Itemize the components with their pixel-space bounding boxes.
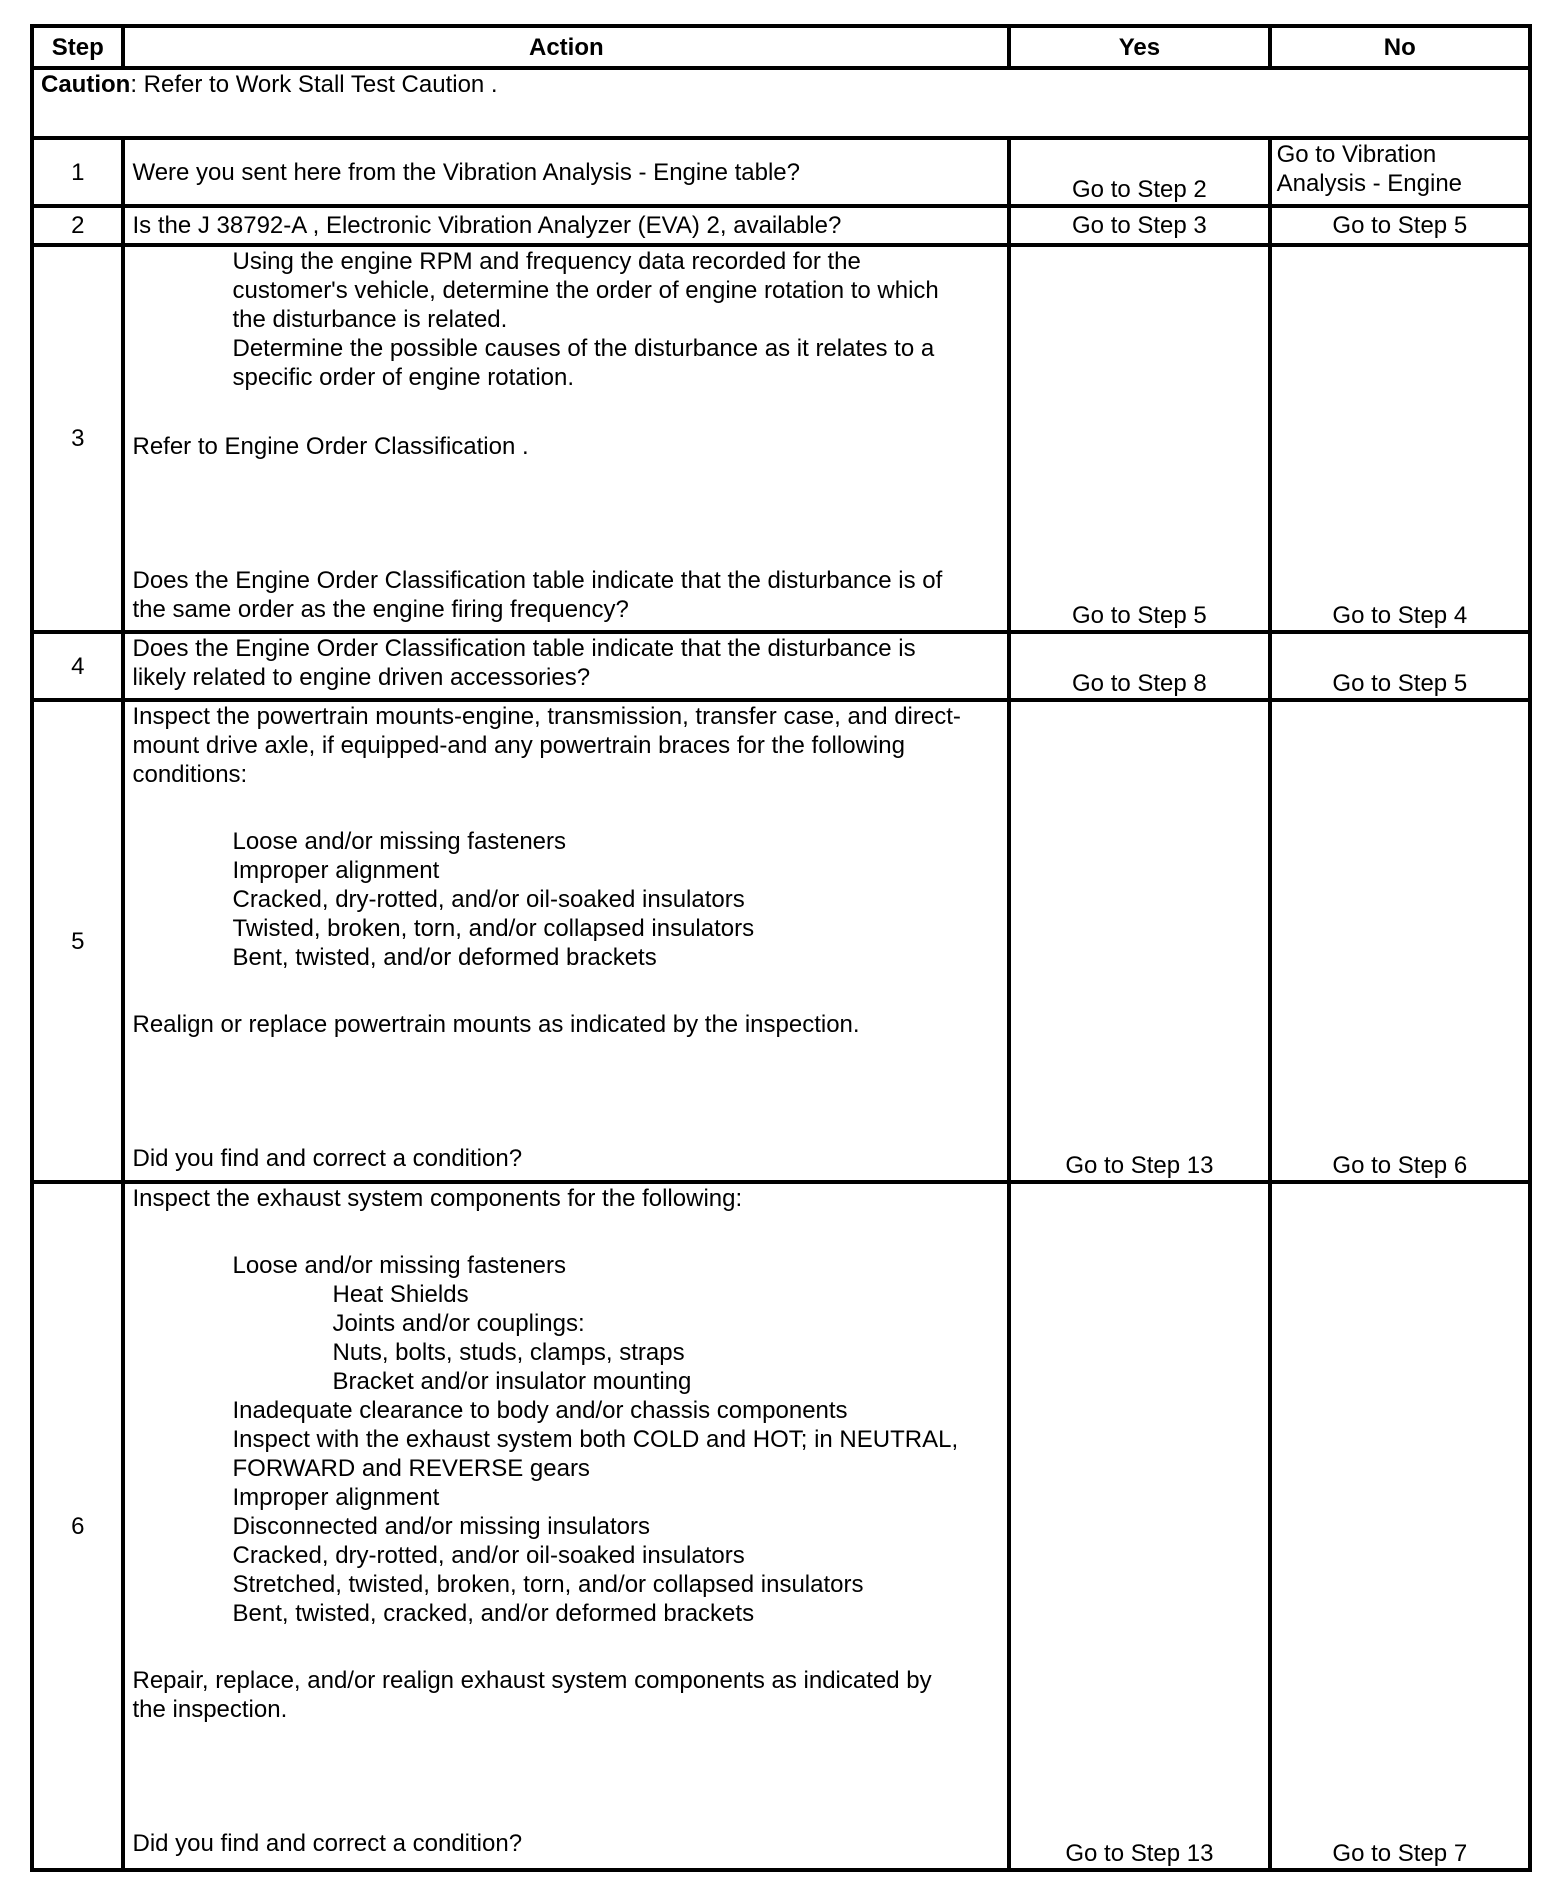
step-number: 1 bbox=[32, 138, 123, 206]
header-row bbox=[32, 26, 1530, 68]
question-text: the same order as the engine firing frequency? bbox=[132, 596, 629, 623]
table-row bbox=[32, 1182, 1530, 1870]
step-number: 5 bbox=[32, 700, 123, 1182]
no-cell: Go to Step 5 bbox=[1270, 206, 1530, 245]
header-yes: Yes bbox=[1009, 26, 1269, 68]
sub-bullet-item: Bracket and/or insulator mounting bbox=[332, 1368, 692, 1395]
bullet-item: Bent, twisted, and/or deformed brackets bbox=[232, 944, 657, 971]
action-cell bbox=[123, 700, 1009, 1182]
bullet-item: Cracked, dry-rotted, and/or oil-soaked insulators bbox=[232, 1542, 745, 1569]
step-number: 4 bbox=[32, 632, 123, 700]
action-cell bbox=[123, 1182, 1009, 1870]
no-cell: Go to Step 5 bbox=[1270, 632, 1530, 700]
caution-text: : Refer to Work Stall Test Caution . bbox=[130, 71, 498, 98]
yes-cell: Go to Step 8 bbox=[1009, 632, 1269, 700]
header-action: Action bbox=[123, 26, 1009, 68]
bullet-item: specific order of engine rotation. bbox=[232, 364, 575, 391]
yes-cell: Go to Step 2 bbox=[1009, 138, 1269, 206]
caution-row bbox=[32, 68, 1530, 138]
bullet-item: Inadequate clearance to body and/or chassis components bbox=[232, 1397, 848, 1424]
no-cell: Go to Step 4 bbox=[1270, 245, 1530, 632]
repair-text: Realign or replace powertrain mounts as indicated by the inspection. bbox=[132, 1011, 860, 1038]
question-text: Does the Engine Order Classification table indicate that the disturbance is of bbox=[132, 567, 943, 594]
bullet-item: the disturbance is related. bbox=[232, 306, 508, 333]
repair-text: the inspection. bbox=[132, 1696, 288, 1723]
no-line: Analysis - Engine bbox=[1276, 170, 1463, 197]
table-row bbox=[32, 138, 1530, 206]
table-row bbox=[32, 245, 1530, 632]
bullet-item: Improper alignment bbox=[232, 857, 440, 884]
bullet-item: Inspect with the exhaust system both COLD and HOT; in NEUTRAL, bbox=[232, 1426, 959, 1453]
question-text: Is the J 38792-A , Electronic Vibration Analyzer (EVA) 2, available? bbox=[132, 212, 842, 239]
bullet-item: Disconnected and/or missing insulators bbox=[232, 1513, 651, 1540]
yes-cell: Go to Step 3 bbox=[1009, 206, 1269, 245]
sub-bullet-item: Joints and/or couplings: bbox=[332, 1310, 585, 1337]
action-cell bbox=[123, 632, 1009, 700]
bullet-item: Determine the possible causes of the disturbance as it relates to a bbox=[232, 335, 935, 362]
diagnostic-table bbox=[30, 24, 1532, 1872]
table-row bbox=[32, 206, 1530, 245]
step-number: 6 bbox=[32, 1182, 123, 1870]
bullet-item: Bent, twisted, cracked, and/or deformed brackets bbox=[232, 1600, 755, 1627]
yes-cell: Go to Step 5 bbox=[1009, 245, 1269, 632]
intro-text: Inspect the exhaust system components for the following: bbox=[132, 1185, 743, 1212]
header-no: No bbox=[1270, 26, 1530, 68]
table-row bbox=[32, 632, 1530, 700]
intro-text: Inspect the powertrain mounts-engine, transmission, transfer case, and direct- bbox=[132, 703, 961, 730]
action-cell bbox=[123, 138, 1009, 206]
step-number: 2 bbox=[32, 206, 123, 245]
question-text: Does the Engine Order Classification table indicate that the disturbance is bbox=[132, 635, 916, 662]
yes-cell: Go to Step 13 bbox=[1009, 700, 1269, 1182]
bullet-item: FORWARD and REVERSE gears bbox=[232, 1455, 590, 1482]
no-cell bbox=[1270, 138, 1530, 206]
no-line: Go to Vibration bbox=[1276, 141, 1437, 168]
bullet-item: Using the engine RPM and frequency data recorded for the bbox=[232, 248, 861, 275]
question-text: Did you find and correct a condition? bbox=[132, 1830, 523, 1857]
refer-text: Refer to Engine Order Classification . bbox=[132, 433, 529, 460]
action-cell bbox=[123, 206, 1009, 245]
yes-cell: Go to Step 13 bbox=[1009, 1182, 1269, 1870]
sub-bullet-item: Nuts, bolts, studs, clamps, straps bbox=[332, 1339, 685, 1366]
question-text: Were you sent here from the Vibration Analysis - Engine table? bbox=[132, 158, 800, 186]
bullet-item: customer's vehicle, determine the order of engine rotation to which bbox=[232, 277, 939, 304]
action-cell bbox=[123, 245, 1009, 632]
caution-cell bbox=[32, 68, 1530, 138]
table-row bbox=[32, 700, 1530, 1182]
question-text: likely related to engine driven accessories? bbox=[132, 664, 591, 691]
step-number: 3 bbox=[32, 245, 123, 632]
caution-label: Caution bbox=[41, 71, 131, 98]
intro-text: mount drive axle, if equipped-and any powertrain braces for the following bbox=[132, 732, 905, 759]
bullet-item: Cracked, dry-rotted, and/or oil-soaked insulators bbox=[232, 886, 745, 913]
repair-text: Repair, replace, and/or realign exhaust system components as indicated by bbox=[132, 1667, 932, 1694]
bullet-item: Stretched, twisted, broken, torn, and/or collapsed insulators bbox=[232, 1571, 864, 1598]
header-step: Step bbox=[32, 26, 123, 68]
intro-text: conditions: bbox=[132, 761, 248, 788]
bullet-item: Loose and/or missing fasteners bbox=[232, 828, 566, 855]
bullet-item: Twisted, broken, torn, and/or collapsed insulators bbox=[232, 915, 755, 942]
no-cell: Go to Step 6 bbox=[1270, 700, 1530, 1182]
question-text: Did you find and correct a condition? bbox=[132, 1145, 523, 1172]
no-cell: Go to Step 7 bbox=[1270, 1182, 1530, 1870]
sub-bullet-item: Heat Shields bbox=[332, 1281, 469, 1308]
bullet-item: Loose and/or missing fasteners bbox=[232, 1252, 566, 1279]
bullet-item: Improper alignment bbox=[232, 1484, 440, 1511]
